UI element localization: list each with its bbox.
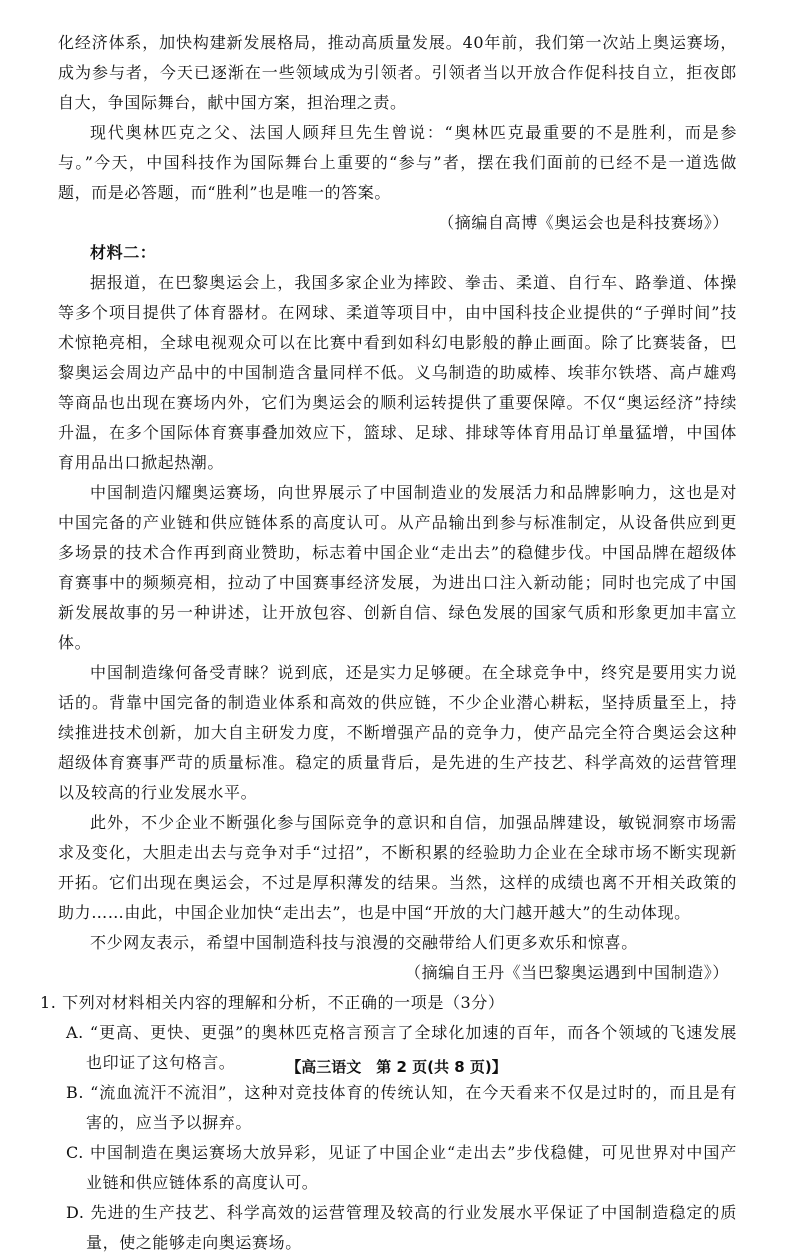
option-b: B. “流血流汗不流泪”，这种对竞技体育的传统认知，在今天看来不仅是过时的，而且是有害的，应当予以摒弃。 xyxy=(66,1083,737,1132)
source-citation-1: （摘编自高博《奥运会也是科技赛场》） xyxy=(438,213,729,232)
material-2-paragraph-2: 中国制造闪耀奥运赛场，向世界展示了中国制造业的发展活力和品牌影响力，这也是对中国完备的产业链和供应链体系的高度认可。从产品输出到参与标准制定，从设备供应到更多场景的技术合作再到商业赞助，标志着中国企业“走出去”的稳健步伐。中国品牌在超级体育赛事中的频频亮相，拉动了中国赛事经济发展，为进出口注入新动能；同时也完成了中国新发展故事的另一种讲述，让开放包容、创新自信、绿色发展的国家气质和形象更加丰富立体。 xyxy=(58,483,737,652)
page-footer: 【高三语文 第 2 页(共 8 页)】 xyxy=(286,1058,507,1076)
material-2-paragraph-5: 不少网友表示，希望中国制造科技与浪漫的交融带给人们更多欢乐和惊喜。 xyxy=(90,933,638,952)
material-2-paragraph-3: 中国制造缘何备受青睐？说到底，还是实力足够硬。在全球竞争中，终究是要用实力说话的。背靠中国完备的制造业体系和高效的供应链，不少企业潜心耕耘，坚持质量至上，持续推进技术创新，加大自主研发力度，不断增强产品的竞争力，使产品完全符合奥运会这种超级体育赛事严苛的质量标准。稳定的质量背后，是先进的生产技艺、科学高效的运营管理以及较高的行业发展水平。 xyxy=(58,663,737,802)
option-a: A. “更高、更快、更强”的奥林匹克格言预言了全球化加速的百年，而各个领域的飞速发展也印证了这句格言。 xyxy=(66,1023,737,1072)
question-1-stem: 1. 下列对材料相关内容的理解和分析，不正确的一项是（3分） xyxy=(40,993,505,1012)
intro-paragraph-tail: 化经济体系，加快构建新发展格局，推动高质量发展。40年前，我们第一次站上奥运赛场，成为参与者，今天已逐渐在一些领域成为引领者。引领者当以开放合作促科技自立，拒夜郎自大，争国际舞台，献中国方案，担治理之责。 xyxy=(58,33,737,112)
option-c: C. 中国制造在奥运赛场大放异彩，见证了中国企业“走出去”步伐稳健，可见世界对中国产业链和供应链体系的高度认可。 xyxy=(66,1143,737,1192)
source-citation-2: （摘编自王丹《当巴黎奥运遇到中国制造》） xyxy=(404,963,729,982)
option-d: D. 先进的生产技艺、科学高效的运营管理及较高的行业发展水平保证了中国制造稳定的质量，使之能够走向奥运赛场。 xyxy=(66,1203,737,1252)
intro-paragraph-2: 现代奥林匹克之父、法国人顾拜旦先生曾说：“奥林匹克最重要的不是胜利，而是参与。”今天，中国科技作为国际舞台上重要的“参与”者，摆在我们面前的已经不是一道选做题，而是必答题，而“胜利”也是唯一的答案。 xyxy=(58,123,737,202)
material-2-paragraph-4: 此外，不少企业不断强化参与国际竞争的意识和自信，加强品牌建设，敏锐洞察市场需求及变化，大胆走出去与竞争对手“过招”，不断积累的经验助力企业在全球市场不断实现新开拓。它们出现在奥运会，不过是厚积薄发的结果。当然，这样的成绩也离不开相关政策的助力……由此，中国企业加快“走出去”，也是中国“开放的大门越开越大”的生动体现。 xyxy=(58,813,737,922)
material-2-heading: 材料二： xyxy=(90,243,157,262)
material-2-paragraph-1: 据报道，在巴黎奥运会上，我国多家企业为摔跤、拳击、柔道、自行车、路拳道、体操等多个项目提供了体育器材。在网球、柔道等项目中，由中国科技企业提供的“子弹时间”技术惊艳亮相，全球电视观众可以在比赛中看到如科幻电影般的静止画面。除了比赛装备，巴黎奥运会周边产品中的中国制造含量同样不低。义乌制造的助威棒、埃菲尔铁塔、高卢雄鸡等商品也出现在赛场内外，它们为奥运会的顺利运转提供了重要保障。不仅“奥运经济”持续升温，在多个国际体育赛事叠加效应下，篮球、足球、排球等体育用品订单量猛增，中国体育用品出口掀起热潮。 xyxy=(58,273,737,472)
